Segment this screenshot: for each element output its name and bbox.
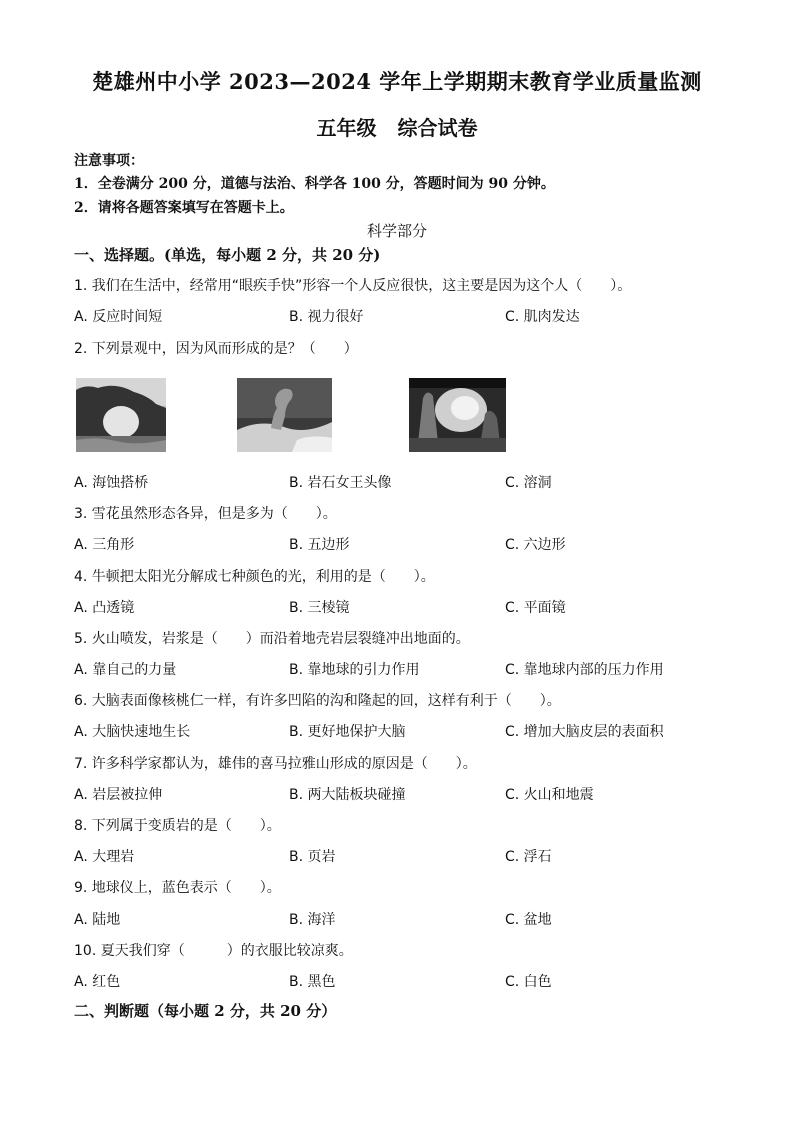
option-b: B. 靠地球的引力作用	[289, 662, 420, 678]
option-b: B. 海洋	[289, 912, 336, 928]
question-stem: 3. 雪花虽然形态各异，但是多为（ ）。	[74, 506, 337, 522]
option-a: A. 反应时间短	[74, 309, 163, 325]
option-a: A. 靠自己的力量	[74, 662, 177, 678]
option-b: B. 两大陆板块碰撞	[289, 787, 406, 803]
part1-heading: 一、选择题。(单选，每小题 2 分，共 20 分)	[74, 246, 381, 264]
option-c: C. 火山和地震	[505, 787, 594, 803]
question-stem: 2. 下列景观中，因为风而形成的是？（ ）	[74, 341, 358, 357]
question-stem: 4. 牛顿把太阳光分解成七种颜色的光，利用的是（ ）。	[74, 569, 435, 585]
option-c: C. 六边形	[505, 537, 566, 553]
option-c: C. 白色	[505, 974, 552, 990]
part2-heading: 二、判断题（每小题 2 分，共 20 分）	[74, 1002, 337, 1020]
queens-head-rock-photo	[237, 378, 332, 452]
notice-item: 1．全卷满分 200 分，道德与法治、科学各 100 分，答题时间为 90 分钟。	[74, 176, 555, 192]
option-a: A. 岩层被拉伸	[74, 787, 163, 803]
question-stem: 9. 地球仪上，蓝色表示（ ）。	[74, 880, 281, 896]
option-c: C. 增加大脑皮层的表面积	[505, 724, 664, 740]
sea-arch-photo	[76, 378, 166, 452]
option-b: B. 视力很好	[289, 309, 364, 325]
option-c: C. 溶洞	[505, 475, 552, 491]
option-b: B. 五边形	[289, 537, 350, 553]
exam-subtitle: 五年级 综合试卷	[316, 116, 478, 140]
notice-item: 2．请将各题答案填写在答题卡上。	[74, 200, 294, 216]
question-stem: 5. 火山喷发，岩浆是（ ）而沿着地壳岩层裂缝冲出地面的。	[74, 631, 470, 647]
option-b: B. 更好地保护大脑	[289, 724, 406, 740]
notice-heading: 注意事项：	[74, 153, 144, 169]
section-title: 科学部分	[366, 222, 427, 240]
question-stem: 8. 下列属于变质岩的是（ ）。	[74, 818, 281, 834]
option-c: C. 肌肉发达	[505, 309, 580, 325]
option-a: A. 红色	[74, 974, 121, 990]
option-a: A. 陆地	[74, 912, 121, 928]
question-stem: 1. 我们在生活中，经常用“眼疾手快”形容一个人反应很快，这主要是因为这个人（ ）。	[74, 278, 632, 294]
option-a: A. 大理岩	[74, 849, 135, 865]
option-c: C. 浮石	[505, 849, 552, 865]
option-a: A. 凸透镜	[74, 600, 135, 616]
option-c: C. 平面镜	[505, 600, 566, 616]
option-a: A. 海蚀搭桥	[74, 475, 149, 491]
option-a: A. 大脑快速地生长	[74, 724, 191, 740]
option-b: B. 三棱镜	[289, 600, 350, 616]
karst-cave-photo	[409, 378, 506, 452]
question-stem: 7. 许多科学家都认为，雄伟的喜马拉雅山形成的原因是（ ）。	[74, 756, 477, 772]
option-c: C. 靠地球内部的压力作用	[505, 662, 664, 678]
question-stem: 10. 夏天我们穿（ ）的衣服比较凉爽。	[74, 943, 353, 959]
exam-title: 楚雄州中小学 2023—2024 学年上学期期末教育学业质量监测	[92, 69, 702, 94]
question-stem: 6. 大脑表面像核桃仁一样，有许多凹陷的沟和隆起的回，这样有利于（ ）。	[74, 693, 561, 709]
option-b: B. 岩石女王头像	[289, 475, 392, 491]
option-c: C. 盆地	[505, 912, 552, 928]
option-b: B. 黑色	[289, 974, 336, 990]
option-b: B. 页岩	[289, 849, 336, 865]
option-a: A. 三角形	[74, 537, 135, 553]
